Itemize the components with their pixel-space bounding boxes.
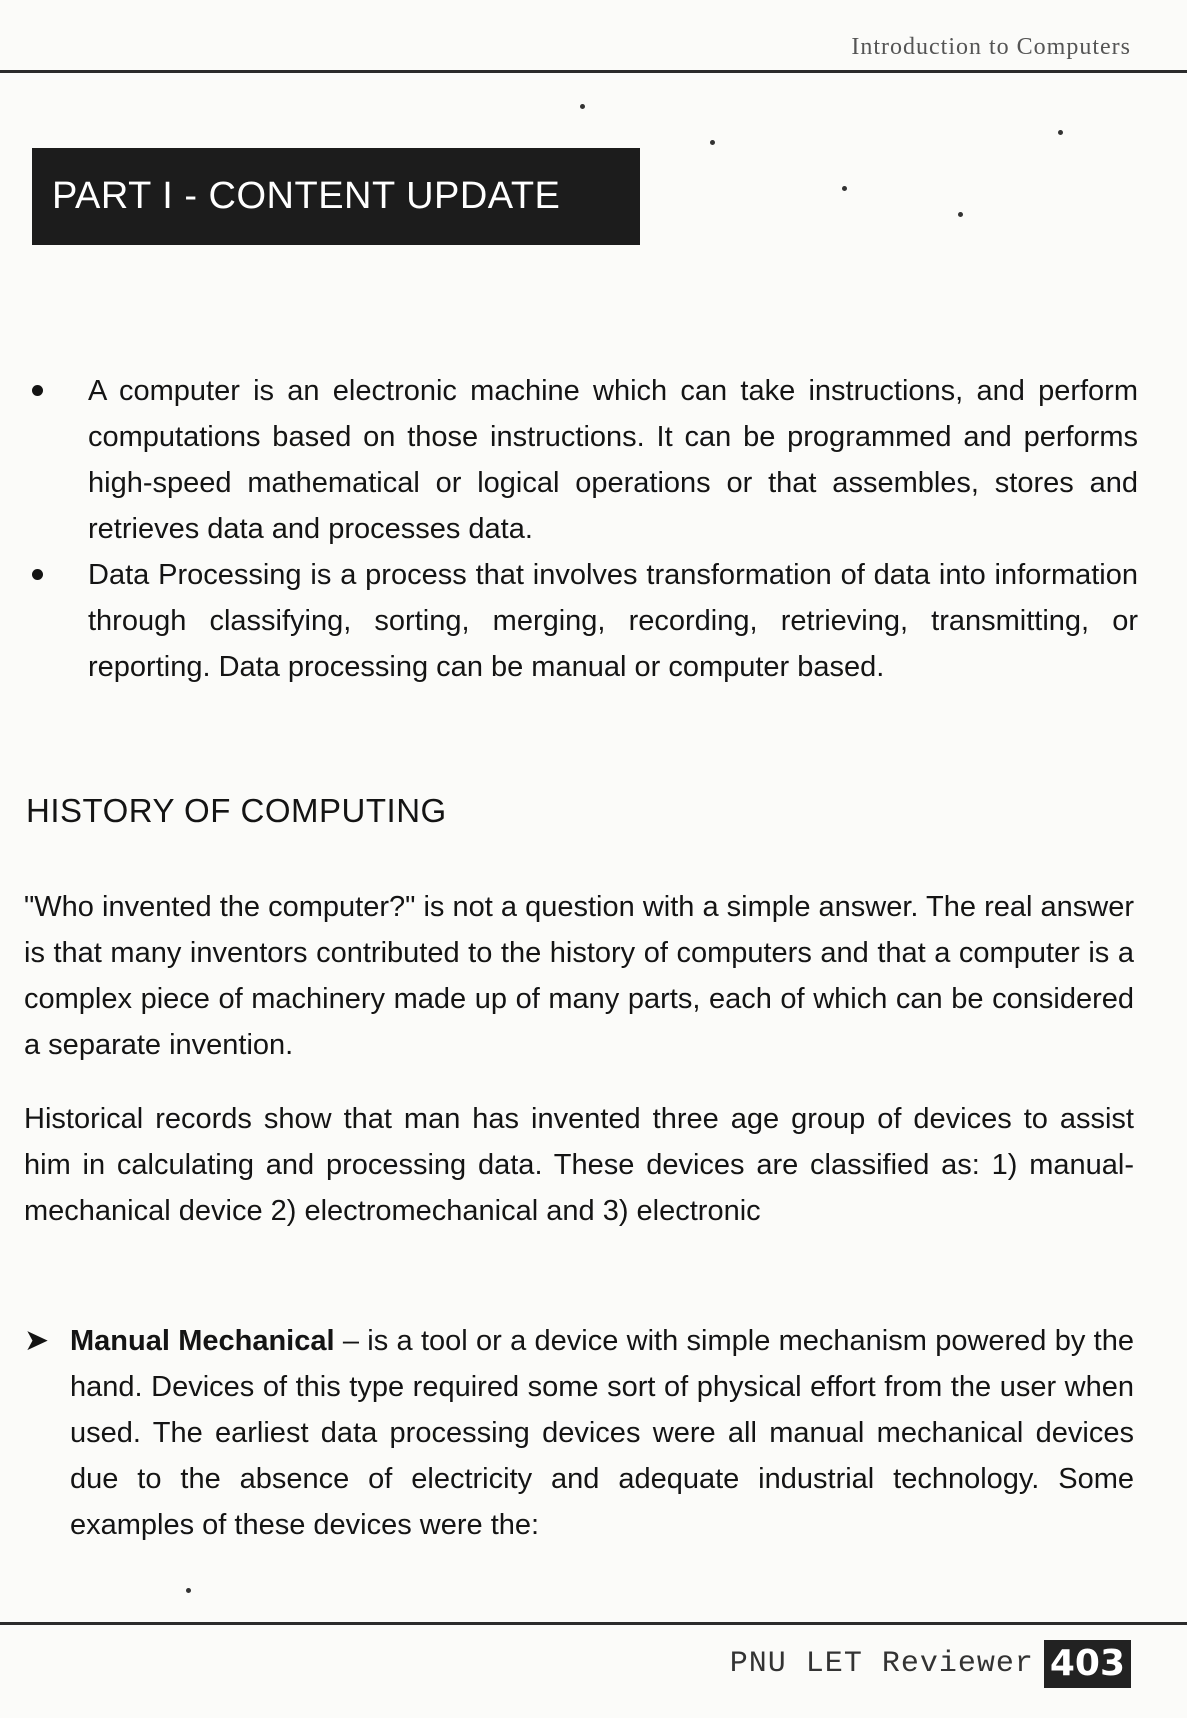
scan-speck: [958, 212, 963, 217]
paragraph: "Who invented the computer?" is not a question with a simple answer. The real answer is that many inventors contributed to the history of computers and that a computer is a complex piece of machinery made up of many parts, each of which can be considered a separate invention.: [24, 891, 1134, 1061]
bullet-dot-icon: [32, 385, 43, 396]
term-definition: – is a tool or a device with simple mechanism powered by the hand. Devices of this type required some sort of physical effort from the user when used. The earliest data processing devices were all manual mechanical devices due to the absence of electricity and adequate industrial technology. Some examples of these devices were the:: [70, 1325, 1134, 1541]
scan-speck: [1058, 130, 1063, 135]
bottom-rule: [0, 1622, 1187, 1625]
list-item-text: A computer is an electronic machine which can take instructions, and perform computations based on those instructions. It can be programmed and performs high-speed mathematical or logical operations or that assembles, stores and retrieves data and processes data.: [88, 375, 1138, 545]
scan-speck: [186, 1588, 191, 1593]
bullet-dot-icon: [32, 569, 43, 580]
list-item-text: Data Processing is a process that involves transformation of data into information through classifying, sorting, merging, recording, retrieving, transmitting, or reporting. Data processing can be manual or computer based.: [88, 559, 1138, 683]
list-item: [28, 552, 1138, 690]
arrow-list-item: [24, 1318, 1134, 1548]
section-heading: HISTORY OF COMPUTING: [26, 792, 447, 829]
footer-title: PNU LET Reviewer: [729, 1647, 1034, 1681]
scan-speck: [710, 140, 715, 145]
running-head: Introduction to Computers: [851, 34, 1131, 60]
arrow-item-body: [70, 1318, 1134, 1548]
paragraph: Historical records show that man has invented three age group of devices to assist him in calculating and processing data. These devices are classified as: 1) manual-mechanical device 2) electromechanical and 3) electronic: [24, 1103, 1134, 1227]
top-rule: [0, 70, 1187, 73]
part-banner: PART I - CONTENT UPDATE: [32, 148, 640, 245]
page-number: 403: [1044, 1640, 1131, 1688]
arrow-bullet-icon: ➤: [24, 1324, 50, 1357]
scan-speck: [842, 186, 847, 191]
list-item: [28, 368, 1138, 552]
bullet-list: [28, 368, 1138, 690]
term: Manual Mechanical: [70, 1325, 335, 1357]
scan-speck: [580, 104, 585, 109]
footer: [730, 1640, 1131, 1688]
